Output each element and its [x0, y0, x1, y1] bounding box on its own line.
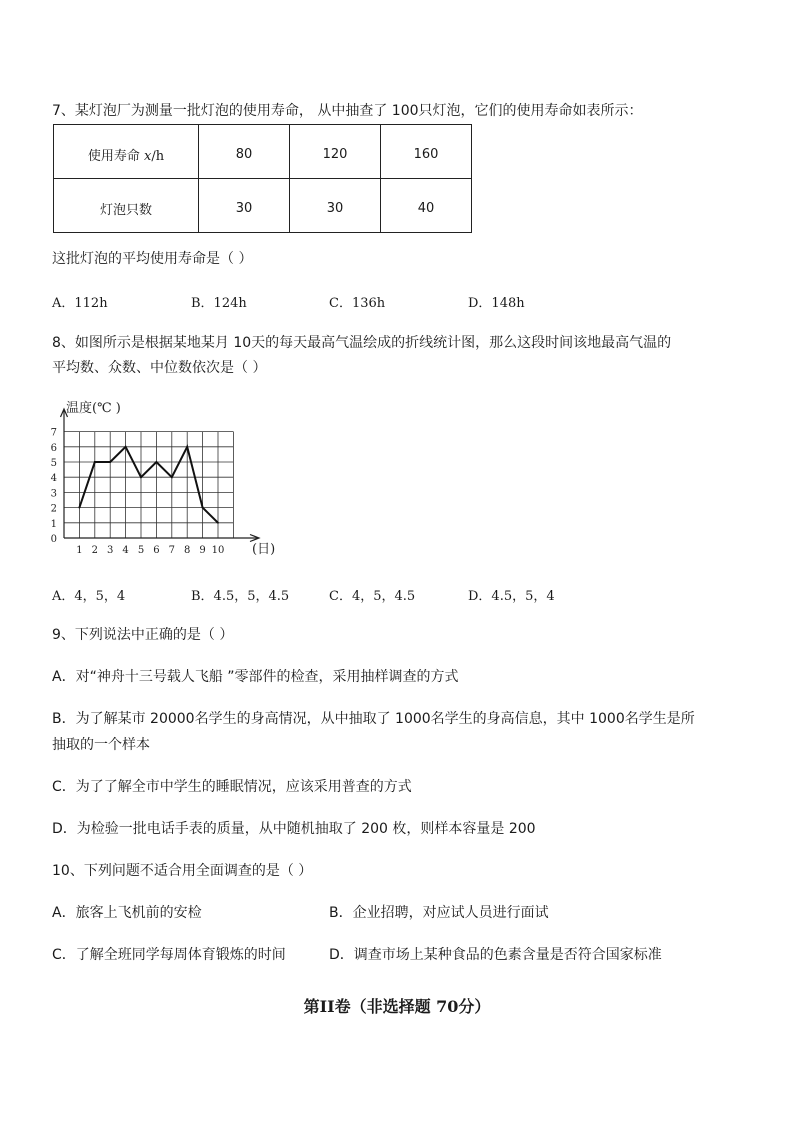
q10-option-a: A．旅客上飞机前的安检: [52, 905, 202, 921]
chart-data-point: [186, 446, 188, 448]
chart-y-tick-label: 1: [50, 518, 57, 530]
q9-option-a: A．对“神舟十三号载人飞船 ”零部件的检查，采用抽样调查的方式: [52, 669, 459, 685]
chart-data-point: [156, 461, 158, 463]
chart-x-tick-label: 1: [76, 545, 83, 556]
table-cell: 160: [381, 125, 472, 179]
chart-y-tick-label: 7: [50, 427, 57, 439]
q7-option-d: D．148h: [468, 296, 525, 311]
chart-data-point: [109, 461, 111, 463]
q7-option-a: A．112h: [52, 296, 108, 311]
table-row: [54, 125, 472, 179]
lifespan-table: [53, 124, 472, 233]
q9-option-b-line1: B．为了解某市 20000名学生的身高情况，从中抽取了 1000名学生的身高信息，其中 1000名学生是所: [52, 711, 695, 727]
chart-x-tick-label: 10: [211, 545, 225, 556]
table-row: [54, 179, 472, 233]
chart-y-tick-label: 3: [50, 488, 57, 500]
chart-y-axis-label: 温度(℃ ): [66, 401, 121, 416]
chart-y-tick-label: 5: [50, 458, 57, 469]
q8-option-d: D．4.5，5，4: [468, 589, 555, 604]
chart-series-line: [79, 447, 218, 523]
table-cell: 40: [381, 179, 472, 233]
chart-data-point: [94, 461, 96, 463]
table-cell: 120: [290, 125, 381, 179]
chart-y-tick-label: 0: [50, 534, 57, 545]
q9-option-d: D．为检验一批电话手表的质量，从中随机抽取了 200 枚，则样本容量是 200: [52, 821, 536, 837]
table-cell: 30: [290, 179, 381, 233]
chart-x-tick-label: 5: [137, 545, 145, 556]
q10-option-d: D．调查市场上某种食品的色素含量是否符合国家标准: [329, 947, 662, 963]
q8-stem-line2: 平均数、众数、中位数依次是（ ）: [52, 360, 267, 376]
chart-data-point: [171, 476, 173, 478]
q7-question: 这批灯泡的平均使用寿命是（ ）: [52, 251, 253, 267]
q10-option-b: B．企业招聘，对应试人员进行面试: [329, 905, 549, 921]
chart-x-tick-label: 6: [153, 545, 160, 556]
chart-x-tick-label: 2: [91, 545, 98, 556]
chart-data-point: [202, 507, 204, 509]
q8-option-b: B．4.5，5，4.5: [191, 589, 290, 604]
chart-x-tick-label: 9: [199, 545, 206, 556]
chart-x-tick-label: 7: [168, 545, 175, 556]
q10-option-c: C．了解全班同学每周体育锻炼的时间: [52, 947, 286, 963]
q10-stem: 10、下列问题不适合用全面调查的是（ ）: [52, 863, 313, 879]
q7-stem: 7、某灯泡厂为测量一批灯泡的使用寿命， 从中抽查了 100只灯泡，它们的使用寿命如表所示：: [52, 103, 643, 119]
chart-y-tick-label: 2: [50, 503, 57, 515]
chart-x-tick-label: 8: [184, 545, 191, 556]
table-header-lifespan: 使用寿命 x/h: [54, 125, 199, 179]
q9-option-c: C．为了了解全市中学生的睡眠情况，应该采用普查的方式: [52, 779, 412, 795]
table-cell: 30: [199, 179, 290, 233]
table-cell: 80: [199, 125, 290, 179]
q8-option-c: C．4，5，4.5: [329, 589, 416, 604]
q8-stem-line1: 8、如图所示是根据某地某月 10天的每天最高气温绘成的折线统计图，那么这段时间该地最高气温的: [52, 335, 672, 351]
temperature-line-chart: [40, 392, 300, 564]
chart-data-point: [79, 507, 81, 509]
chart-x-tick-label: 4: [122, 545, 129, 556]
chart-data-point: [217, 522, 219, 524]
chart-data-point: [140, 476, 142, 478]
chart-x-axis-label: (日): [252, 542, 276, 557]
chart-y-tick-label: 6: [50, 442, 57, 454]
q9-stem: 9、下列说法中正确的是（ ）: [52, 627, 234, 643]
table-header-count: 灯泡只数: [54, 179, 199, 233]
q7-option-c: C．136h: [329, 296, 386, 311]
section-title: 第II卷（非选择题 70分）: [303, 997, 491, 1016]
q8-option-a: A．4，5，4: [52, 589, 126, 604]
chart-x-tick-label: 3: [107, 545, 114, 556]
q7-option-b: B．124h: [191, 296, 247, 311]
q9-option-b-line2: 抽取的一个样本: [52, 737, 150, 753]
chart-y-tick-label: 4: [50, 473, 57, 485]
chart-data-point: [125, 446, 127, 448]
